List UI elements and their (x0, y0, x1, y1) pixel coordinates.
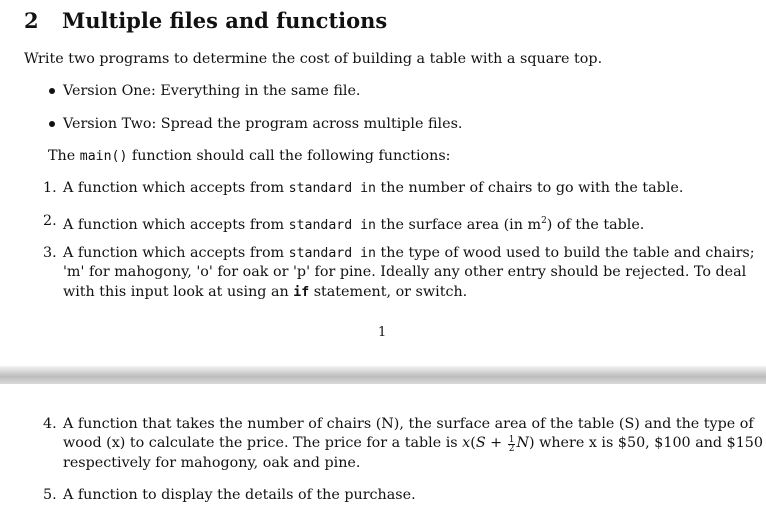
text-span: the surface area (in m (376, 216, 542, 233)
list-item-number: 5. (43, 487, 57, 503)
text-span: A function which accepts from (63, 180, 289, 196)
text-span: with this input look at using an (63, 284, 294, 300)
text-span: The (48, 148, 80, 164)
code-if: if (293, 285, 310, 300)
bullet-dot-icon (49, 121, 55, 127)
code-standard-in: standard in (288, 246, 376, 261)
list-item-number: 3. (43, 245, 57, 261)
formula-paren: ( (470, 435, 476, 451)
section-number: 2 (24, 8, 39, 33)
code-main: main() (79, 149, 128, 164)
fraction-denominator: 2 (508, 444, 515, 454)
formula-n: N (516, 435, 529, 451)
bullet-version-two: Version Two: Spread the program across multiple files. (63, 116, 463, 132)
page-break (0, 366, 766, 384)
list-item-line (63, 243, 755, 264)
text-span: ) of the table. (546, 216, 645, 233)
text-span: A function which accepts from (63, 245, 289, 261)
list-item (63, 211, 644, 236)
list-item-line (63, 433, 763, 453)
formula-fraction (508, 436, 516, 453)
list-item-line (63, 282, 467, 303)
main-function-sentence (48, 146, 451, 167)
bullet-version-one: Version One: Everything in the same file. (63, 83, 361, 99)
formula-s: S (475, 435, 486, 451)
code-standard-in: standard in (288, 181, 376, 196)
bullet-dot-icon (49, 88, 55, 94)
list-item (63, 178, 683, 199)
section-title: Multiple files and functions (62, 8, 388, 33)
list-item-line: 'm' for mahogony, 'o' for oak or 'p' for pine. Ideally any other entry should be rejected. To deal (63, 264, 747, 280)
fraction-numerator: 1 (508, 435, 515, 445)
list-item-line: respectively for mahogony, oak and pine. (63, 455, 361, 471)
text-span: wood (x) to calculate the price. The price for a table is (63, 435, 463, 451)
text-span: statement, or switch. (309, 284, 468, 300)
formula-plus: + (485, 435, 507, 451)
page-number: 1 (378, 325, 387, 340)
text-span: function should call the following functions: (127, 148, 451, 164)
list-item-number: 2. (43, 213, 57, 229)
list-item: A function to display the details of the purchase. (63, 487, 416, 503)
text-span: the number of chairs to go with the table. (376, 180, 684, 196)
intro-paragraph: Write two programs to determine the cost of building a table with a square top. (24, 51, 603, 67)
formula-x: x (462, 435, 471, 451)
code-standard-in: standard in (288, 217, 376, 233)
text-span: where x is $50, $100 and $150 (534, 435, 764, 451)
text-span: A function which accepts from (63, 216, 289, 233)
formula-paren: ) (528, 435, 535, 451)
list-item-number: 4. (43, 416, 57, 432)
page-2 (0, 384, 766, 519)
superscript: 2 (541, 216, 547, 226)
list-item-number: 1. (43, 180, 57, 196)
text-span: the type of wood used to build the table and chairs; (376, 245, 755, 261)
price-formula (462, 435, 535, 454)
list-item-line: A function that takes the number of chairs (N), the surface area of the table (S) and the type of (63, 416, 754, 432)
